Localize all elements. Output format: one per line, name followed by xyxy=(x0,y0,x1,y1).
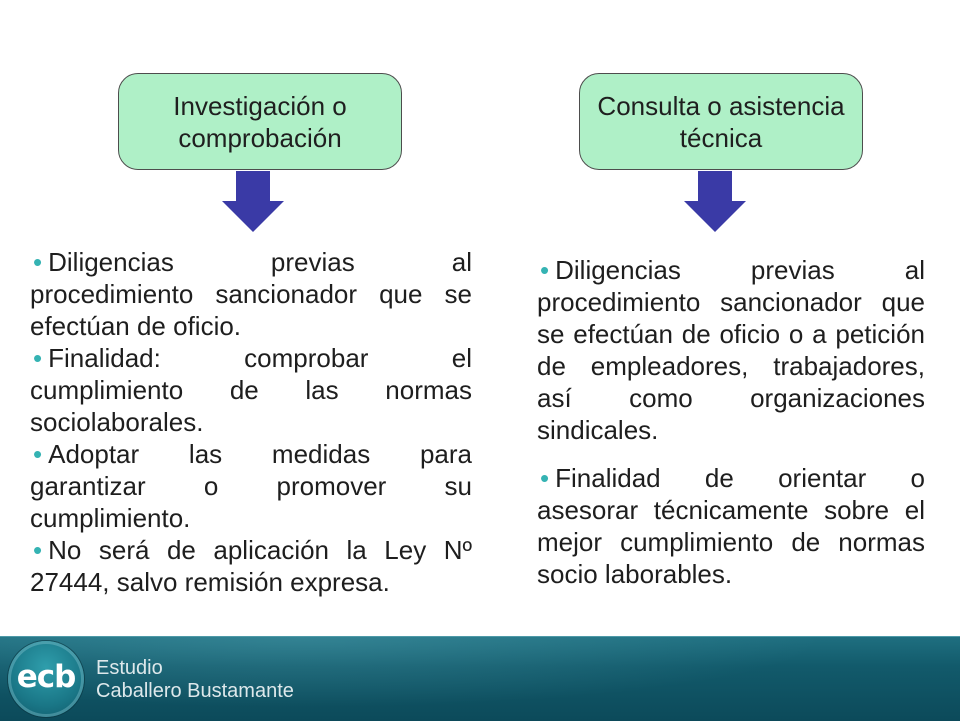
bullet-marker-icon: • xyxy=(33,535,43,565)
consultation-box xyxy=(579,73,863,170)
bullet-line xyxy=(30,534,472,566)
bullet-marker-icon: • xyxy=(540,463,550,493)
bullet-line xyxy=(30,438,472,470)
ecb-logo xyxy=(8,641,84,717)
bullet-item xyxy=(30,438,472,534)
bullet-line: de empleadores, trabajadores, xyxy=(537,351,925,381)
bullet-item xyxy=(537,254,925,446)
bullet-marker-icon: • xyxy=(33,343,43,373)
bullet-line: efectúan de oficio. xyxy=(30,311,242,341)
bullet-item xyxy=(30,342,472,438)
right-bullet-list xyxy=(537,254,925,590)
bullet-text: Adoptar las medidas para xyxy=(48,439,472,469)
bullet-line: mejor cumplimiento de normas xyxy=(537,527,925,557)
down-arrow-shape xyxy=(684,171,746,232)
footer-bar xyxy=(0,636,960,721)
down-arrow-icon xyxy=(221,171,285,233)
logo-text: ecb xyxy=(16,659,76,695)
investigation-box-title-line-2: comprobación xyxy=(178,122,342,153)
investigation-box-title-line-1: Investigación o xyxy=(173,90,347,121)
bullet-line: asesorar técnicamente sobre el xyxy=(537,495,925,525)
bullet-marker-icon: • xyxy=(540,255,550,285)
consultation-box-title-line-2: técnica xyxy=(679,122,763,153)
bullet-text: Finalidad: comprobar el xyxy=(48,343,472,373)
bullet-line: cumplimiento de las normas xyxy=(30,375,472,405)
investigation-box xyxy=(118,73,402,170)
bullet-line: cumplimiento. xyxy=(30,503,191,533)
bullet-line xyxy=(537,462,925,494)
down-arrow-icon xyxy=(683,171,747,233)
bullet-text: Diligencias previas al xyxy=(48,247,472,277)
brand-line-1: Estudio xyxy=(96,657,163,679)
bullet-line: procedimiento sancionador que xyxy=(537,287,925,317)
down-arrow-shape xyxy=(222,171,284,232)
bullet-item xyxy=(30,534,472,598)
bullet-line: socio laborables. xyxy=(537,559,733,589)
brand-line-2: Caballero Bustamante xyxy=(96,680,294,702)
bullet-text: Diligencias previas al xyxy=(555,255,925,285)
bullet-marker-icon: • xyxy=(33,247,43,277)
bullet-line: sociolaborales. xyxy=(30,407,204,437)
bullet-line: así como organizaciones xyxy=(537,383,925,413)
bullet-line xyxy=(537,254,925,286)
bullet-item xyxy=(537,462,925,590)
bullet-line: procedimiento sancionador que se xyxy=(30,279,472,309)
consultation-box-title-line-1: Consulta o asistencia xyxy=(597,90,845,121)
bullet-line: sindicales. xyxy=(537,415,659,445)
bullet-text: No será de aplicación la Ley Nº xyxy=(48,535,472,565)
bullet-line xyxy=(30,246,472,278)
bullet-text: Finalidad de orientar o xyxy=(555,463,925,493)
bullet-line xyxy=(30,342,472,374)
bullet-line: garantizar o promover su xyxy=(30,471,472,501)
bullet-marker-icon: • xyxy=(33,439,43,469)
left-bullet-list xyxy=(30,246,472,598)
bullet-line: 27444, salvo remisión expresa. xyxy=(30,567,390,597)
bullet-item xyxy=(30,246,472,342)
bullet-line: se efectúan de oficio o a petición xyxy=(537,319,925,349)
